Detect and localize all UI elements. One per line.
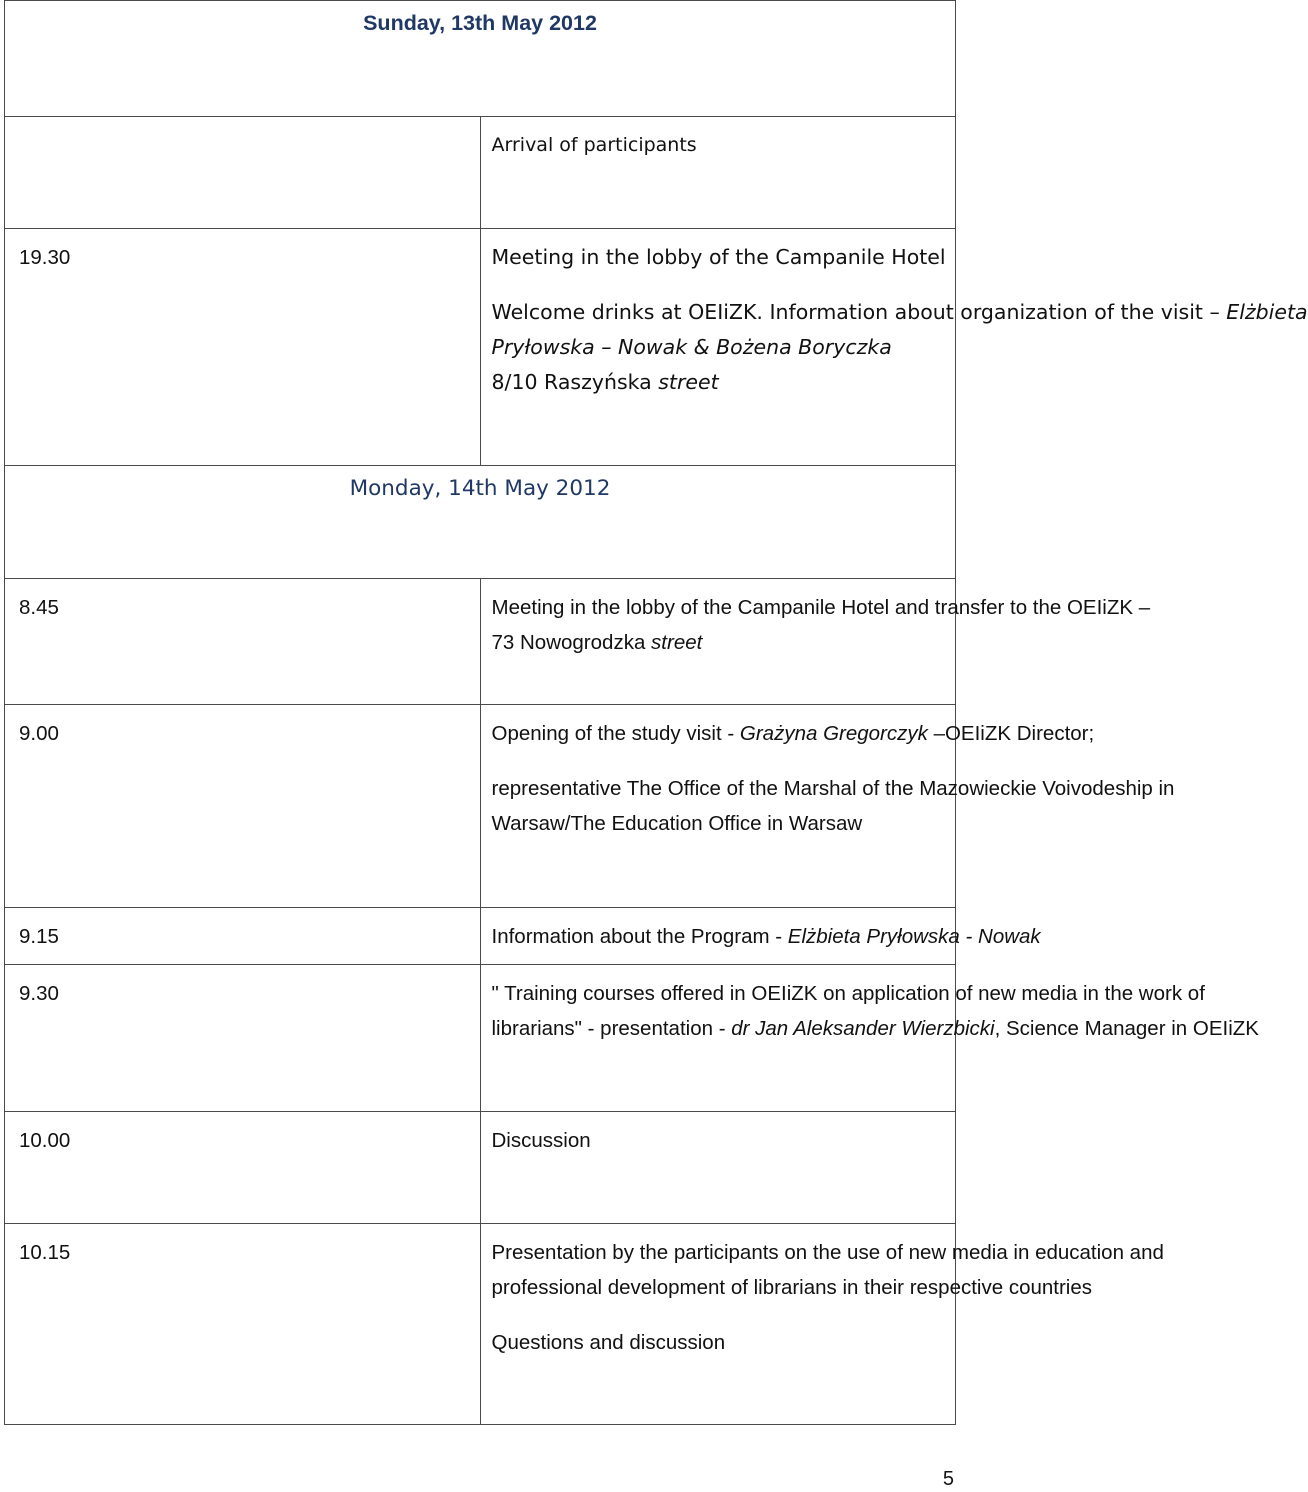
day-heading-row — [5, 1, 956, 117]
schedule-row — [5, 1224, 956, 1425]
time-cell: 9.15 — [5, 908, 481, 965]
program-info-cell — [480, 908, 1041, 965]
training-line: " Training courses offered in OEIiZK on application of new media in the work of — [491, 982, 1205, 1005]
transfer-line: Meeting in the lobby of the Campanile Hotel and transfer to the OEIiZK – — [491, 596, 1151, 619]
time-cell — [5, 117, 481, 229]
sunday-heading: Sunday, 13th May 2012 — [5, 1, 956, 117]
time-cell: 8.45 — [5, 579, 481, 705]
arrival-cell — [480, 117, 956, 229]
day-heading-row — [5, 466, 956, 579]
time-cell: 10.15 — [5, 1224, 481, 1425]
schedule-row — [5, 965, 956, 1112]
transfer-address: 73 Nowogrodzka street — [491, 631, 703, 654]
welcome-line: Welcome drinks at OEIiZK. Information about organization of the visit – Elżbieta — [491, 300, 1308, 324]
presentation-line-2: professional development of librarians in their respective countries — [491, 1276, 1093, 1299]
monday-heading: Monday, 14th May 2012 — [5, 466, 956, 579]
discussion-cell — [480, 1112, 956, 1224]
schedule-row — [5, 1112, 956, 1224]
representative-line-2: Warsaw/The Education Office in Warsaw — [491, 812, 863, 835]
transfer-cell — [480, 579, 1151, 705]
schedule-row — [5, 579, 956, 705]
schedule-row — [5, 229, 956, 466]
questions-line: Questions and discussion — [491, 1331, 726, 1354]
time-cell: 9.00 — [5, 705, 481, 908]
meeting-line: Meeting in the lobby of the Campanile Hotel — [491, 245, 946, 269]
training-cell — [480, 965, 1259, 1112]
welcome-people: Pryłowska – Nowak & Bożena Boryczka — [491, 335, 892, 359]
time-cell: 19.30 — [5, 229, 481, 466]
page-number: 5 — [942, 1468, 954, 1490]
schedule-row — [5, 908, 956, 965]
arrival-text: Arrival of participants — [491, 134, 697, 156]
time-cell: 10.00 — [5, 1112, 481, 1224]
presentation-line: Presentation by the participants on the use of new media in education and — [491, 1241, 1164, 1264]
time-cell: 9.30 — [5, 965, 481, 1112]
welcome-cell — [480, 229, 1308, 466]
presentation-cell — [480, 1224, 1164, 1425]
program-info-line: Information about the Program - Elżbieta Pryłowska - Nowak — [491, 925, 1041, 948]
schedule-row — [5, 117, 956, 229]
training-presenter-line: librarians" - presentation - dr Jan Aleksander Wierzbicki, Science Manager in OEIiZK — [491, 1017, 1259, 1040]
discussion-text: Discussion — [491, 1129, 591, 1152]
schedule-row — [5, 705, 956, 908]
address-line: 8/10 Raszyńska street — [491, 370, 719, 394]
opening-cell — [480, 705, 1175, 908]
opening-line: Opening of the study visit - Grażyna Gregorczyk –OEIiZK Director; — [491, 722, 1095, 745]
representative-line: representative The Office of the Marshal of the Mazowieckie Voivodeship in — [491, 777, 1175, 800]
schedule-table — [4, 0, 1308, 1425]
